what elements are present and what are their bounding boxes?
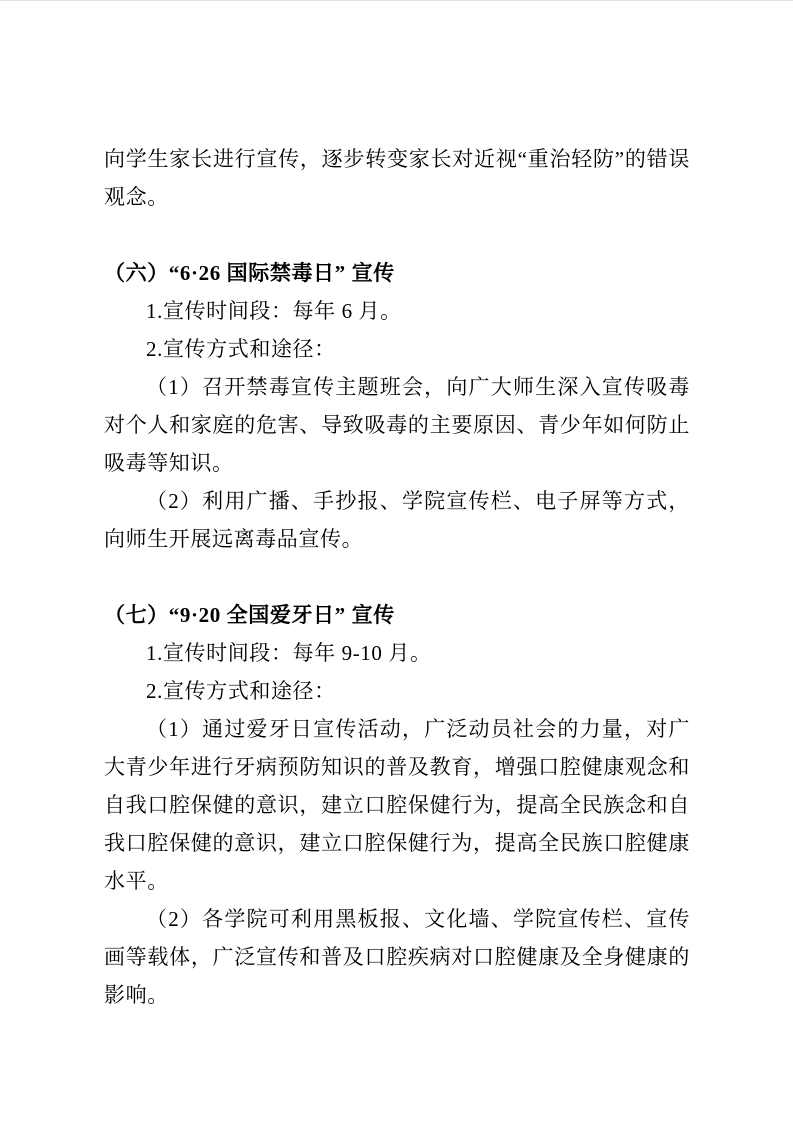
section6-paragraph-1: （1）召开禁毒宣传主题班会，向广大师生深入宣传吸毒对个人和家庭的危害、导致吸毒的主要原因、青少年如何防止吸毒等知识。 [104, 375, 690, 475]
section6-heading: （六）“6·26 国际禁毒日” 宣传 [104, 261, 395, 285]
section6-paragraph-2: （2）利用广播、手抄报、学院宣传栏、电子屏等方式，向师生开展远离毒品宣传。 [104, 489, 690, 551]
section6-item-methods: 2.宣传方式和途径： [146, 337, 336, 361]
section7-paragraph-2: （2）各学院可利用黑板报、文化墙、学院宣传栏、宣传画等载体，广泛宣传和普及口腔疾病对口腔健康及全身健康的影响。 [104, 907, 690, 1007]
page-top-border [0, 0, 793, 1]
section7-paragraph-1: （1）通过爱牙日宣传活动，广泛动员社会的力量，对广大青少年进行牙病预防知识的普及教育，增强口腔健康观念和自我口腔保健的意识，建立口腔保健行为，提高全民族念和自我口腔保健的意识，建立口腔保健行为，提高全民族口腔健康水平。 [104, 717, 690, 893]
section7-item-time-period: 1.宣传时间段：每年 9-10 月。 [146, 641, 432, 665]
document-content [104, 140, 690, 1014]
section7-item-methods: 2.宣传方式和途径： [146, 679, 336, 703]
paragraph-intro-continuation: 向学生家长进行宣传，逐步转变家长对近视“重治轻防”的错误观念。 [104, 147, 690, 209]
section7-heading: （七）“9·20 全国爱牙日” 宣传 [104, 603, 395, 627]
section6-item-time-period: 1.宣传时间段：每年 6 月。 [146, 299, 402, 323]
